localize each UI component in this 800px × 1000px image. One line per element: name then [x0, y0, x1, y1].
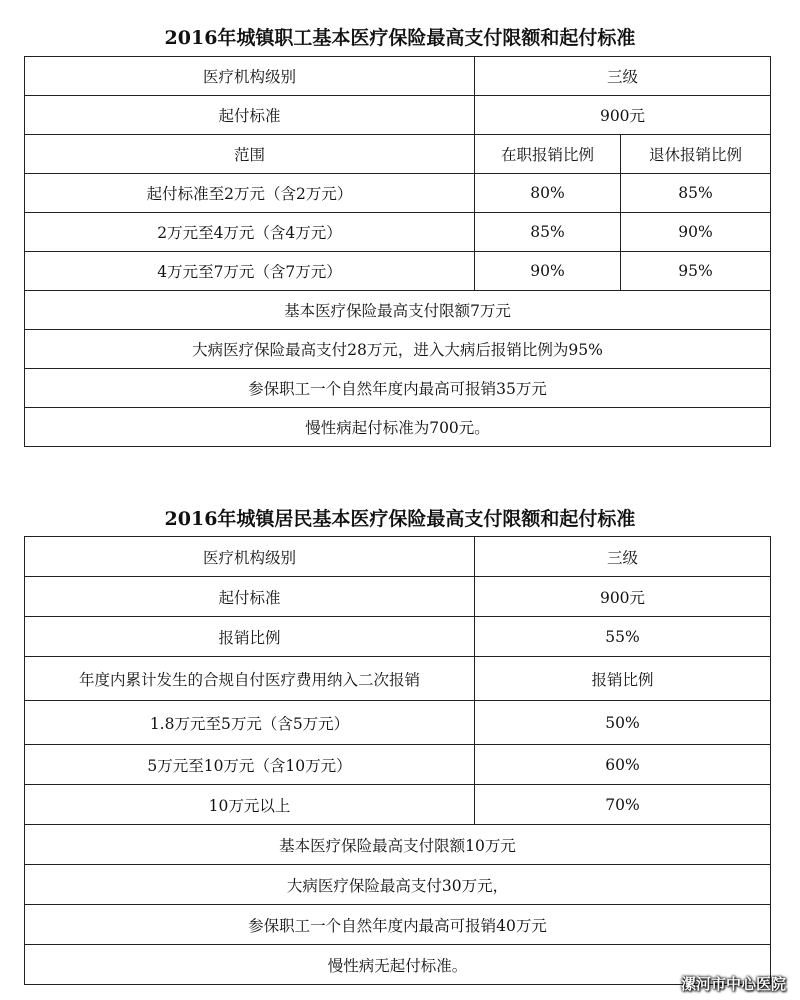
- retired-header: 退休报销比例: [621, 135, 771, 174]
- serious-illness-note: 大病医疗保险最高支付30万元，: [25, 865, 771, 905]
- ratio-label: 报销比例: [25, 617, 475, 657]
- employed-ratio-cell: 80%: [475, 174, 621, 213]
- table-row: [25, 174, 771, 213]
- table1-title: 2016年城镇职工基本医疗保险最高支付限额和起付标准: [164, 27, 636, 49]
- table-row: [25, 617, 771, 657]
- deductible-label: 起付标准: [25, 96, 475, 135]
- employed-ratio-cell: 90%: [475, 252, 621, 291]
- retired-ratio-cell: 95%: [621, 252, 771, 291]
- range-cell: 10万元以上: [25, 785, 475, 825]
- resident-insurance-table: [24, 536, 771, 985]
- table-row: [25, 213, 771, 252]
- employee-insurance-table: [24, 56, 771, 447]
- ratio-cell: 70%: [475, 785, 771, 825]
- range-cell: 2万元至4万元（含4万元）: [25, 213, 475, 252]
- table-row: [25, 537, 771, 577]
- secondary-ratio-header: 报销比例: [475, 657, 771, 701]
- max-payment-note: 基本医疗保险最高支付限额10万元: [25, 825, 771, 865]
- table-row: [25, 577, 771, 617]
- ratio-value: 55%: [475, 617, 771, 657]
- level-label: 医疗机构级别: [25, 57, 475, 96]
- range-cell: 起付标准至2万元（含2万元）: [25, 174, 475, 213]
- level-value: 三级: [475, 537, 771, 577]
- table-row: [25, 785, 771, 825]
- chronic-disease-note: 慢性病起付标准为700元。: [25, 408, 771, 447]
- table-row: [25, 57, 771, 96]
- note-row: [25, 291, 771, 330]
- ratio-cell: 50%: [475, 701, 771, 745]
- note-row: [25, 369, 771, 408]
- table-row: [25, 701, 771, 745]
- range-cell: 1.8万元至5万元（含5万元）: [25, 701, 475, 745]
- level-label: 医疗机构级别: [25, 537, 475, 577]
- retired-ratio-cell: 90%: [621, 213, 771, 252]
- table-row: [25, 96, 771, 135]
- chronic-disease-note: 慢性病无起付标准。: [25, 945, 771, 985]
- level-value: 三级: [475, 57, 771, 96]
- note-row: [25, 408, 771, 447]
- note-row: [25, 330, 771, 369]
- secondary-reimbursement-label: 年度内累计发生的合规自付医疗费用纳入二次报销: [25, 657, 475, 701]
- range-cell: 4万元至7万元（含7万元）: [25, 252, 475, 291]
- max-payment-note: 基本医疗保险最高支付限额7万元: [25, 291, 771, 330]
- note-row: [25, 825, 771, 865]
- table-header-row: [25, 657, 771, 701]
- deductible-label: 起付标准: [25, 577, 475, 617]
- range-header: 范围: [25, 135, 475, 174]
- table2-title: 2016年城镇居民基本医疗保险最高支付限额和起付标准: [164, 508, 636, 530]
- table-row: [25, 745, 771, 785]
- deductible-value: 900元: [475, 96, 771, 135]
- serious-illness-note: 大病医疗保险最高支付28万元，进入大病后报销比例为95%: [25, 330, 771, 369]
- employed-header: 在职报销比例: [475, 135, 621, 174]
- note-row: [25, 945, 771, 985]
- annual-max-note: 参保职工一个自然年度内最高可报销35万元: [25, 369, 771, 408]
- annual-max-note: 参保职工一个自然年度内最高可报销40万元: [25, 905, 771, 945]
- hospital-watermark: 漯河市中心医院: [680, 975, 786, 993]
- ratio-cell: 60%: [475, 745, 771, 785]
- range-cell: 5万元至10万元（含10万元）: [25, 745, 475, 785]
- deductible-value: 900元: [475, 577, 771, 617]
- employed-ratio-cell: 85%: [475, 213, 621, 252]
- retired-ratio-cell: 85%: [621, 174, 771, 213]
- note-row: [25, 865, 771, 905]
- table-row: [25, 252, 771, 291]
- table-header-row: [25, 135, 771, 174]
- note-row: [25, 905, 771, 945]
